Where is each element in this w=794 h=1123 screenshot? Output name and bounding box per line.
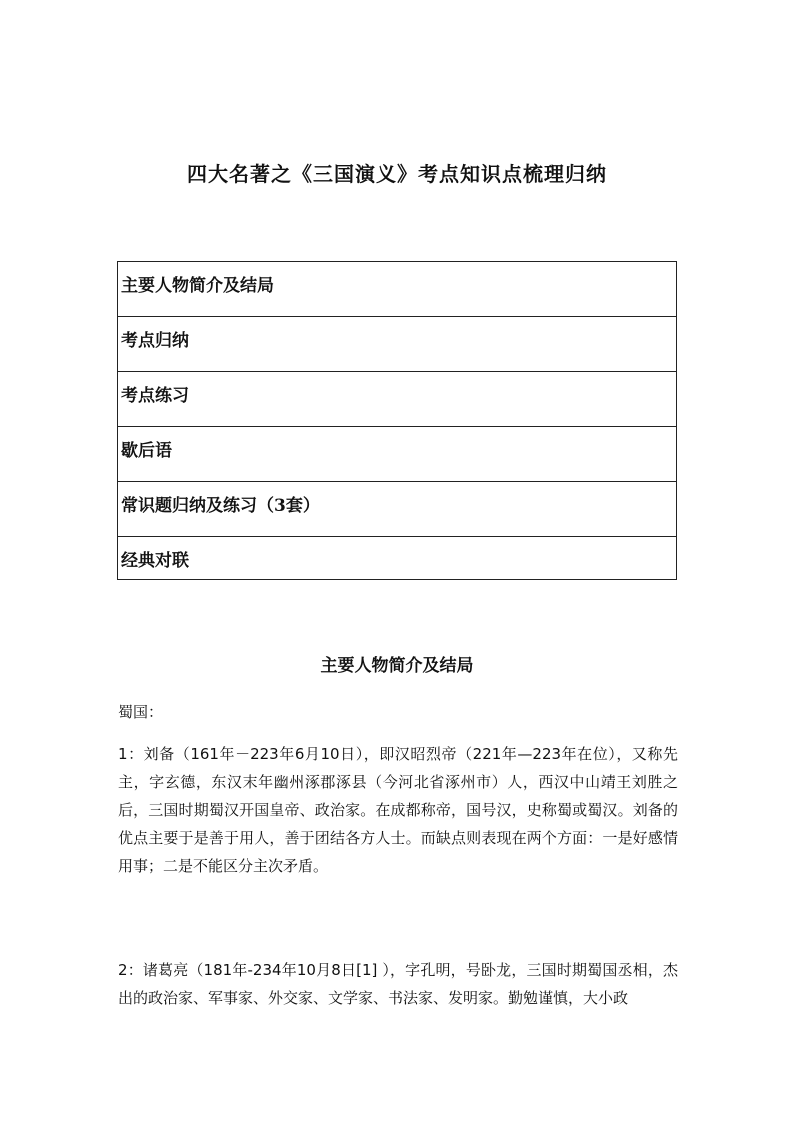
- document-title: 四大名著之《三国演义》考点知识点梳理归纳: [187, 162, 607, 186]
- toc-item: 常识题归纳及练习（3套）: [118, 482, 676, 537]
- kingdom-label: 蜀国：: [118, 703, 164, 721]
- section-title: 主要人物简介及结局: [320, 656, 474, 676]
- table-of-contents: [117, 261, 677, 580]
- toc-item: 考点练习: [118, 372, 676, 427]
- toc-item: 考点归纳: [118, 317, 676, 372]
- toc-item: 经典对联: [121, 551, 189, 571]
- paragraph-liu-bei: 1：刘备（161年－223年6月10日），即汉昭烈帝（221年—223年在位），又称先主，字玄德，东汉末年幽州涿郡涿县（今河北省涿州市）人，西汉中山靖王刘胜之后，三国时期蜀汉开国皇帝、政治家。在成都称帝，国号汉，史称蜀或蜀汉。刘备的优点主要于是善于用人，善于团结各方人士。而缺点则表现在两个方面：一是好感情用事；二是不能区分主次矛盾。: [118, 745, 678, 875]
- toc-item: 歇后语: [118, 427, 676, 482]
- toc-item: 主要人物简介及结局: [118, 262, 676, 317]
- paragraph-zhuge-liang: 2：诸葛亮（181年-234年10月8日[1] ），字孔明，号卧龙，三国时期蜀国丞相，杰出的政治家、军事家、外交家、文学家、书法家、发明家。勤勉谨慎，大小政: [118, 961, 678, 1007]
